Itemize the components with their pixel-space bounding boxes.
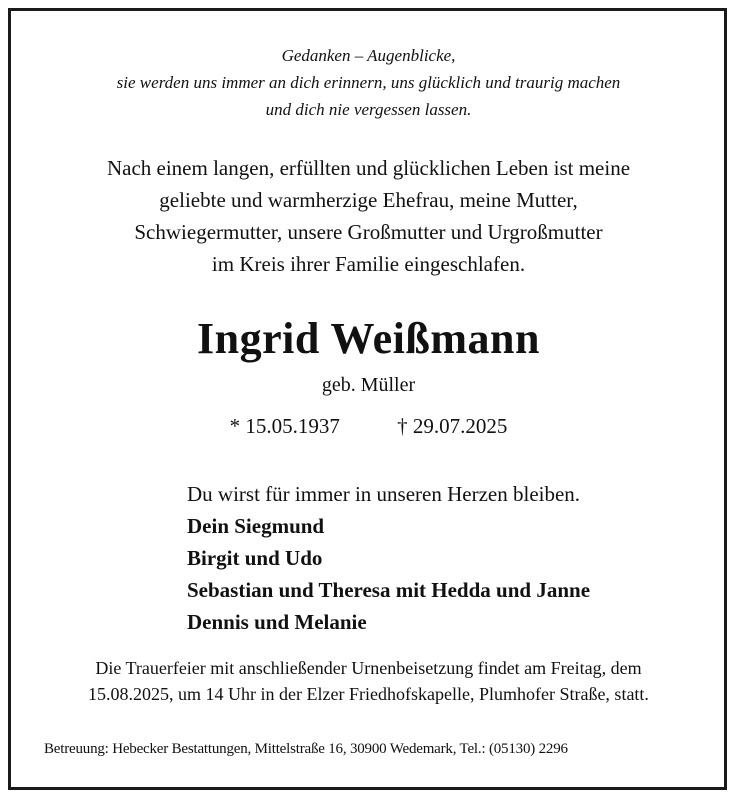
birth-date: * 15.05.1937 (229, 414, 340, 438)
quote-line: sie werden uns immer an dich erinnern, uns glücklich und traurig machen (116, 73, 621, 92)
intro-line: Nach einem langen, erfüllten und glücklichen Leben ist meine (106, 156, 631, 180)
maiden-name: geb. Müller (321, 374, 416, 396)
funeral-home-footer: Betreuung: Hebecker Bestattungen, Mittelstraße 16, 30900 Wedemark, Tel.: (05130) 2296 (44, 741, 568, 757)
survivor-entry: Birgit und Udo (187, 546, 323, 570)
closing-line: Du wirst für immer in unseren Herzen bleiben. (187, 482, 581, 506)
notice-line: Die Trauerfeier mit anschließender Urnenbeisetzung findet am Freitag, dem (95, 658, 642, 678)
intro-text (0, 152, 737, 280)
quote-line: und dich nie vergessen lassen. (265, 100, 472, 119)
intro-line: geliebte und warmherzige Ehefrau, meine Mutter, (159, 188, 578, 212)
survivor-entry: Dein Siegmund (187, 514, 325, 538)
deceased-name: Ingrid Weißmann (197, 314, 540, 363)
funeral-notice (0, 655, 737, 707)
life-dates (0, 412, 737, 440)
notice-line: 15.08.2025, um 14 Uhr in der Elzer Friedhofskapelle, Plumhofer Straße, statt. (88, 684, 649, 704)
quote-block (0, 42, 737, 123)
survivor-entry: Dennis und Melanie (187, 610, 367, 634)
closing-block (187, 478, 707, 638)
death-date: † 29.07.2025 (397, 414, 508, 438)
quote-line: Gedanken – Augenblicke, (281, 46, 456, 65)
intro-line: im Kreis ihrer Familie eingeschlafen. (211, 252, 526, 276)
intro-line: Schwiegermutter, unsere Großmutter und Urgroßmutter (134, 220, 603, 244)
survivor-entry: Sebastian und Theresa mit Hedda und Janne (187, 578, 591, 602)
